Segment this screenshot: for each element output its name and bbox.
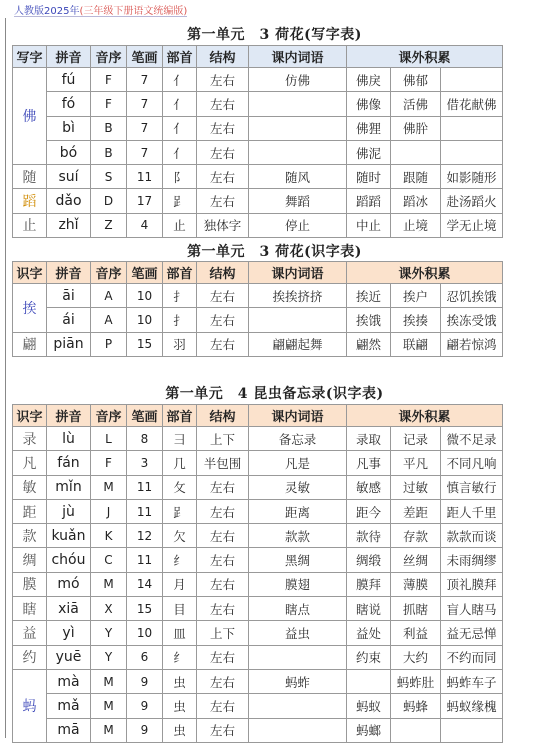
pinyin-cell: mā <box>47 718 91 742</box>
pinyin-cell: xiā <box>47 597 91 621</box>
extra-3-cell: 益无忌惮 <box>441 621 503 645</box>
extra-3-cell: 忍饥挨饿 <box>441 284 503 308</box>
class-word-cell: 灵敏 <box>249 475 347 499</box>
class-word-cell <box>249 694 347 718</box>
radical-cell: 亻 <box>163 116 197 140</box>
character-cell: 随 <box>13 165 47 189</box>
structure-cell: 左右 <box>197 92 249 116</box>
character-cell: 佛 <box>13 68 47 165</box>
strokes-cell: 10 <box>127 308 163 332</box>
column-header: 课外积累 <box>347 405 503 427</box>
structure-cell: 半包围 <box>197 451 249 475</box>
extra-2-cell: 佛肸 <box>391 116 441 140</box>
table-row <box>13 718 503 742</box>
class-word-cell <box>249 308 347 332</box>
structure-cell: 左右 <box>197 308 249 332</box>
pinyin-cell: āi <box>47 284 91 308</box>
strokes-cell: 9 <box>127 718 163 742</box>
character-cell: 翩 <box>13 332 47 356</box>
index-cell: B <box>91 116 127 140</box>
extra-3-cell: 款款而谈 <box>441 524 503 548</box>
column-header: 部首 <box>163 405 197 427</box>
column-header: 笔画 <box>127 262 163 284</box>
extra-1-cell: 蚂蚁 <box>347 694 391 718</box>
extra-3-cell: 借花献佛 <box>441 92 503 116</box>
extra-3-cell <box>441 116 503 140</box>
extra-2-cell: 跟随 <box>391 165 441 189</box>
column-header: 笔画 <box>127 405 163 427</box>
extra-2-cell: 蚂蚱肚 <box>391 669 441 693</box>
extra-2-cell: 过敏 <box>391 475 441 499</box>
table-row <box>13 189 503 213</box>
extra-2-cell: 蹈冰 <box>391 189 441 213</box>
column-header: 拼音 <box>47 262 91 284</box>
radical-cell: 亻 <box>163 92 197 116</box>
strokes-cell: 11 <box>127 548 163 572</box>
character-cell: 挨 <box>13 284 47 333</box>
extra-1-cell: 敏感 <box>347 475 391 499</box>
section3-title: 第一单元 4 昆虫备忘录(识字表) <box>165 386 384 402</box>
class-word-cell: 黑绸 <box>249 548 347 572</box>
extra-3-cell <box>441 718 503 742</box>
strokes-cell: 4 <box>127 213 163 237</box>
structure-cell: 左右 <box>197 597 249 621</box>
table-row <box>13 213 503 237</box>
column-header: 课外积累 <box>347 46 503 68</box>
section1-title: 第一单元 3 荷花(写字表) <box>187 27 362 43</box>
strokes-cell: 12 <box>127 524 163 548</box>
column-header: 识字 <box>13 405 47 427</box>
table-row <box>13 427 503 451</box>
structure-cell: 左右 <box>197 645 249 669</box>
radical-cell: 纟 <box>163 548 197 572</box>
table-row <box>13 140 503 164</box>
radical-cell: 亻 <box>163 68 197 92</box>
extra-1-cell: 距今 <box>347 499 391 523</box>
structure-cell: 左右 <box>197 332 249 356</box>
radical-cell: 虫 <box>163 718 197 742</box>
strokes-cell: 9 <box>127 694 163 718</box>
extra-1-cell: 益处 <box>347 621 391 645</box>
writing-table-lotus <box>12 45 503 238</box>
pinyin-cell: ái <box>47 308 91 332</box>
structure-cell: 左右 <box>197 284 249 308</box>
pinyin-cell: mǎ <box>47 694 91 718</box>
strokes-cell: 8 <box>127 427 163 451</box>
index-cell: F <box>91 68 127 92</box>
radical-cell: 阝 <box>163 165 197 189</box>
extra-2-cell: 蚂蜂 <box>391 694 441 718</box>
pinyin-cell: bì <box>47 116 91 140</box>
table-row <box>13 116 503 140</box>
class-word-cell: 停止 <box>249 213 347 237</box>
extra-3-cell: 未雨绸缪 <box>441 548 503 572</box>
pinyin-cell: mó <box>47 572 91 596</box>
table-row <box>13 475 503 499</box>
table-row <box>13 332 503 356</box>
structure-cell: 左右 <box>197 524 249 548</box>
extra-1-cell: 佛戾 <box>347 68 391 92</box>
column-header: 拼音 <box>47 405 91 427</box>
table-row <box>13 548 503 572</box>
index-cell: M <box>91 572 127 596</box>
extra-1-cell <box>347 669 391 693</box>
structure-cell: 上下 <box>197 621 249 645</box>
pinyin-cell: bó <box>47 140 91 164</box>
structure-cell: 左右 <box>197 68 249 92</box>
strokes-cell: 6 <box>127 645 163 669</box>
table-row <box>13 499 503 523</box>
table-row <box>13 165 503 189</box>
extra-2-cell: 佛郁 <box>391 68 441 92</box>
index-cell: M <box>91 475 127 499</box>
class-word-cell: 益虫 <box>249 621 347 645</box>
strokes-cell: 7 <box>127 116 163 140</box>
radical-cell: 亻 <box>163 140 197 164</box>
extra-1-cell: 翩然 <box>347 332 391 356</box>
radical-cell: 扌 <box>163 308 197 332</box>
pinyin-cell: fó <box>47 92 91 116</box>
character-cell: 录 <box>13 427 47 451</box>
reading-table-insects <box>12 404 503 743</box>
index-cell: A <box>91 308 127 332</box>
pinyin-cell: piān <box>47 332 91 356</box>
pinyin-cell: zhǐ <box>47 213 91 237</box>
radical-cell: 月 <box>163 572 197 596</box>
class-word-cell: 翩翩起舞 <box>249 332 347 356</box>
index-cell: Y <box>91 621 127 645</box>
column-header: 音序 <box>91 46 127 68</box>
table-row <box>13 694 503 718</box>
radical-cell: 目 <box>163 597 197 621</box>
extra-3-cell: 蚂蚁缘槐 <box>441 694 503 718</box>
strokes-cell: 7 <box>127 92 163 116</box>
table-row <box>13 572 503 596</box>
strokes-cell: 11 <box>127 165 163 189</box>
structure-cell: 左右 <box>197 669 249 693</box>
index-cell: A <box>91 284 127 308</box>
class-word-cell <box>249 645 347 669</box>
extra-3-cell <box>441 68 503 92</box>
column-header: 结构 <box>197 46 249 68</box>
index-cell: L <box>91 427 127 451</box>
table-row <box>13 68 503 92</box>
index-cell: J <box>91 499 127 523</box>
class-word-cell: 随风 <box>249 165 347 189</box>
table-row <box>13 92 503 116</box>
extra-2-cell: 平凡 <box>391 451 441 475</box>
class-word-cell <box>249 92 347 116</box>
class-word-cell: 备忘录 <box>249 427 347 451</box>
strokes-cell: 11 <box>127 475 163 499</box>
table-row <box>13 645 503 669</box>
column-header: 笔画 <box>127 46 163 68</box>
column-header: 写字 <box>13 46 47 68</box>
radical-cell: 𧾷 <box>163 189 197 213</box>
extra-2-cell: 大约 <box>391 645 441 669</box>
structure-cell: 左右 <box>197 475 249 499</box>
column-header: 课内词语 <box>249 262 347 284</box>
index-cell: F <box>91 92 127 116</box>
pinyin-cell: kuǎn <box>47 524 91 548</box>
structure-cell: 左右 <box>197 499 249 523</box>
strokes-cell: 15 <box>127 332 163 356</box>
extra-2-cell: 活佛 <box>391 92 441 116</box>
index-cell: F <box>91 451 127 475</box>
pinyin-cell: yuē <box>47 645 91 669</box>
strokes-cell: 10 <box>127 284 163 308</box>
extra-3-cell: 不约而同 <box>441 645 503 669</box>
character-cell: 约 <box>13 645 47 669</box>
extra-2-cell: 联翩 <box>391 332 441 356</box>
structure-cell: 上下 <box>197 427 249 451</box>
class-word-cell: 凡是 <box>249 451 347 475</box>
character-cell: 敏 <box>13 475 47 499</box>
extra-1-cell: 膜拜 <box>347 572 391 596</box>
character-cell: 益 <box>13 621 47 645</box>
class-word-cell: 瞎点 <box>249 597 347 621</box>
strokes-cell: 7 <box>127 140 163 164</box>
pinyin-cell: mà <box>47 669 91 693</box>
pinyin-cell: suí <box>47 165 91 189</box>
radical-cell: 虫 <box>163 694 197 718</box>
index-cell: P <box>91 332 127 356</box>
table-row <box>13 284 503 308</box>
structure-cell: 左右 <box>197 116 249 140</box>
extra-3-cell <box>441 140 503 164</box>
column-header: 课外积累 <box>347 262 503 284</box>
class-word-cell: 款款 <box>249 524 347 548</box>
character-cell: 凡 <box>13 451 47 475</box>
column-header: 课内词语 <box>249 405 347 427</box>
extra-3-cell: 挨冻受饿 <box>441 308 503 332</box>
pinyin-cell: mǐn <box>47 475 91 499</box>
extra-2-cell: 止境 <box>391 213 441 237</box>
structure-cell: 左右 <box>197 189 249 213</box>
radical-cell: 几 <box>163 451 197 475</box>
extra-3-cell: 蚂蚱车子 <box>441 669 503 693</box>
index-cell: M <box>91 694 127 718</box>
extra-3-cell: 赴汤蹈火 <box>441 189 503 213</box>
reading-table-lotus <box>12 261 503 357</box>
extra-3-cell: 微不足录 <box>441 427 503 451</box>
extra-3-cell: 如影随形 <box>441 165 503 189</box>
extra-3-cell: 学无止境 <box>441 213 503 237</box>
class-word-cell: 蚂蚱 <box>249 669 347 693</box>
strokes-cell: 7 <box>127 68 163 92</box>
extra-2-cell: 挨揍 <box>391 308 441 332</box>
radical-cell: 羽 <box>163 332 197 356</box>
radical-cell: 皿 <box>163 621 197 645</box>
column-header: 结构 <box>197 262 249 284</box>
structure-cell: 独体字 <box>197 213 249 237</box>
index-cell: M <box>91 718 127 742</box>
extra-2-cell: 记录 <box>391 427 441 451</box>
extra-2-cell: 差距 <box>391 499 441 523</box>
pinyin-cell: chóu <box>47 548 91 572</box>
extra-1-cell: 挨饿 <box>347 308 391 332</box>
strokes-cell: 3 <box>127 451 163 475</box>
character-cell: 款 <box>13 524 47 548</box>
extra-1-cell: 绸缎 <box>347 548 391 572</box>
table-header-row <box>13 405 503 427</box>
class-word-cell <box>249 116 347 140</box>
extra-2-cell: 薄膜 <box>391 572 441 596</box>
structure-cell: 左右 <box>197 718 249 742</box>
strokes-cell: 9 <box>127 669 163 693</box>
extra-2-cell: 存款 <box>391 524 441 548</box>
class-word-cell: 舞蹈 <box>249 189 347 213</box>
structure-cell: 左右 <box>197 572 249 596</box>
class-word-cell <box>249 718 347 742</box>
column-header: 课内词语 <box>249 46 347 68</box>
extra-3-cell: 盲人瞎马 <box>441 597 503 621</box>
strokes-cell: 11 <box>127 499 163 523</box>
extra-1-cell: 中止 <box>347 213 391 237</box>
radical-cell: 彐 <box>163 427 197 451</box>
extra-1-cell: 挨近 <box>347 284 391 308</box>
column-header: 音序 <box>91 262 127 284</box>
radical-cell: 攵 <box>163 475 197 499</box>
extra-1-cell: 录取 <box>347 427 391 451</box>
extra-1-cell: 佛狸 <box>347 116 391 140</box>
table-header-row <box>13 262 503 284</box>
radical-cell: 𧾷 <box>163 499 197 523</box>
index-cell: D <box>91 189 127 213</box>
character-cell: 瞎 <box>13 597 47 621</box>
structure-cell: 左右 <box>197 694 249 718</box>
extra-1-cell: 蹈蹈 <box>347 189 391 213</box>
class-word-cell: 距离 <box>249 499 347 523</box>
strokes-cell: 17 <box>127 189 163 213</box>
index-cell: S <box>91 165 127 189</box>
index-cell: Y <box>91 645 127 669</box>
radical-cell: 扌 <box>163 284 197 308</box>
strokes-cell: 10 <box>127 621 163 645</box>
extra-2-cell <box>391 718 441 742</box>
pinyin-cell: jù <box>47 499 91 523</box>
pinyin-cell: yì <box>47 621 91 645</box>
character-cell: 蚂 <box>13 669 47 742</box>
extra-1-cell: 凡事 <box>347 451 391 475</box>
index-cell: B <box>91 140 127 164</box>
index-cell: M <box>91 669 127 693</box>
column-header: 结构 <box>197 405 249 427</box>
index-cell: X <box>91 597 127 621</box>
radical-cell: 欠 <box>163 524 197 548</box>
table-row <box>13 621 503 645</box>
extra-2-cell: 利益 <box>391 621 441 645</box>
class-word-cell: 仿佛 <box>249 68 347 92</box>
header-grade: (三年级下册语文统编版) <box>79 6 188 17</box>
index-cell: K <box>91 524 127 548</box>
character-cell: 距 <box>13 499 47 523</box>
extra-2-cell: 挨户 <box>391 284 441 308</box>
column-header: 部首 <box>163 46 197 68</box>
extra-1-cell: 随时 <box>347 165 391 189</box>
extra-3-cell: 不同凡响 <box>441 451 503 475</box>
section2-title: 第一单元 3 荷花(识字表) <box>187 244 362 260</box>
character-cell: 膜 <box>13 572 47 596</box>
column-header: 音序 <box>91 405 127 427</box>
radical-cell: 止 <box>163 213 197 237</box>
extra-3-cell: 翩若惊鸿 <box>441 332 503 356</box>
strokes-cell: 15 <box>127 597 163 621</box>
extra-1-cell: 瞎说 <box>347 597 391 621</box>
table-row <box>13 524 503 548</box>
table-row <box>13 451 503 475</box>
character-cell: 绸 <box>13 548 47 572</box>
character-cell: 蹈 <box>13 189 47 213</box>
structure-cell: 左右 <box>197 548 249 572</box>
column-header: 拼音 <box>47 46 91 68</box>
strokes-cell: 14 <box>127 572 163 596</box>
pinyin-cell: dǎo <box>47 189 91 213</box>
index-cell: Z <box>91 213 127 237</box>
column-header: 部首 <box>163 262 197 284</box>
character-cell: 止 <box>13 213 47 237</box>
extra-3-cell: 距人千里 <box>441 499 503 523</box>
table-row <box>13 669 503 693</box>
extra-1-cell: 约束 <box>347 645 391 669</box>
pinyin-cell: lù <box>47 427 91 451</box>
radical-cell: 纟 <box>163 645 197 669</box>
class-word-cell <box>249 140 347 164</box>
table-row <box>13 308 503 332</box>
extra-3-cell: 顶礼膜拜 <box>441 572 503 596</box>
extra-2-cell: 丝绸 <box>391 548 441 572</box>
index-cell: C <box>91 548 127 572</box>
left-margin-rule <box>5 18 6 738</box>
extra-1-cell: 款待 <box>347 524 391 548</box>
extra-3-cell: 慎言敏行 <box>441 475 503 499</box>
class-word-cell: 挨挨挤挤 <box>249 284 347 308</box>
document-header <box>14 2 187 17</box>
extra-2-cell: 抓瞎 <box>391 597 441 621</box>
pinyin-cell: fán <box>47 451 91 475</box>
table-row <box>13 597 503 621</box>
structure-cell: 左右 <box>197 165 249 189</box>
pinyin-cell: fú <box>47 68 91 92</box>
radical-cell: 虫 <box>163 669 197 693</box>
column-header: 识字 <box>13 262 47 284</box>
extra-1-cell: 佛像 <box>347 92 391 116</box>
class-word-cell: 膜翅 <box>249 572 347 596</box>
table-header-row <box>13 46 503 68</box>
structure-cell: 左右 <box>197 140 249 164</box>
extra-1-cell: 佛泥 <box>347 140 391 164</box>
extra-2-cell <box>391 140 441 164</box>
header-edition: 人教版2025年 <box>14 6 80 17</box>
extra-1-cell: 蚂螂 <box>347 718 391 742</box>
